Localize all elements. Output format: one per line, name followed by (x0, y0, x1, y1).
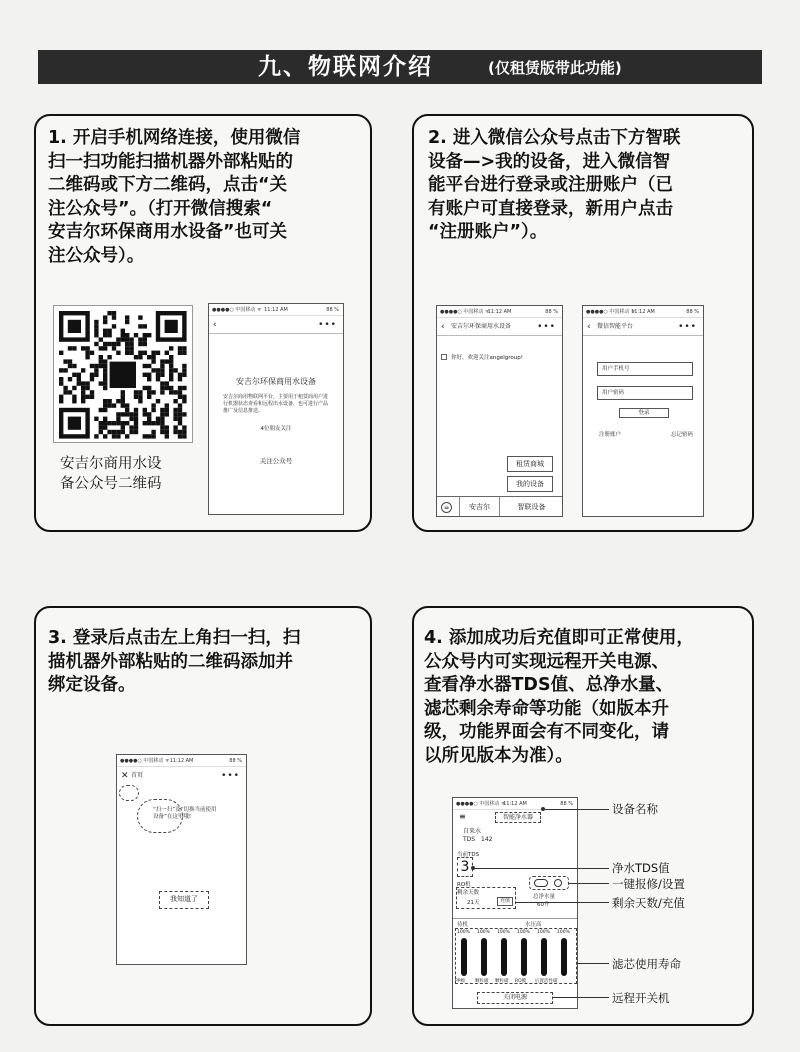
filter-name: 后置活性碳 (535, 979, 558, 984)
step-1-text: 1. 开启手机网络连接，使用微信 扫一扫功能扫描机器外部粘贴的 二维码或下方二维码，点击“关 注公众号”。（打开微信搜索“ 安吉尔环保商用水设备”也可关 注公众号）。 (48, 128, 301, 266)
status-bar (583, 306, 703, 318)
qr-code-graphic (54, 306, 192, 442)
filter-percent: 100% (557, 930, 570, 935)
recharge-button[interactable]: 充值 (497, 897, 513, 906)
follow-button[interactable]: 关注公众号 (259, 457, 293, 465)
section-subtitle: (仅租赁版带此功能) (488, 59, 622, 77)
nav-title: 首页 (131, 772, 144, 779)
back-icon[interactable]: ‹ (213, 320, 217, 330)
step-2-text: 2. 进入微信公众号点击下方智联 设备—>我的设备，进入微信智 能平台进行登录或注册账户（已 有账户可直接登录，新用户点击 “注册账户”）。 (428, 128, 681, 242)
back-icon[interactable]: ‹ (587, 322, 591, 332)
login-button[interactable]: 登录 (619, 408, 669, 418)
more-icon[interactable]: ••• (537, 322, 556, 332)
filter-bar (561, 938, 567, 976)
current-tds-label: 当前TDS (457, 852, 480, 858)
raw-tds-value: 142 (481, 836, 493, 843)
phone-device-dashboard (452, 797, 578, 1009)
phone-account-menu (436, 305, 563, 517)
carrier: ●●●●○ 中国移动 ᯤ (456, 801, 506, 807)
greeting-message: 你好，欢迎关注angelgroup! (451, 355, 523, 361)
register-link[interactable]: 注册账户 (599, 432, 622, 438)
callout-line (516, 902, 609, 903)
settings-icon[interactable] (554, 879, 562, 887)
callout-line (553, 997, 609, 998)
phone-number-input[interactable]: 用户手机号 (597, 362, 693, 376)
scan-icon-highlight[interactable] (119, 785, 139, 801)
carrier: ●●●●○ 中国移动 ᯤ (440, 309, 490, 315)
menu-icon[interactable]: ≡ (459, 812, 466, 821)
tab-brand[interactable]: 安吉尔 (459, 497, 499, 517)
carrier: ●●●●○ 中国移动 ᯤ (120, 758, 170, 764)
filter-percent: 100% (497, 930, 510, 935)
got-it-button[interactable]: 我知道了 (170, 895, 198, 903)
filter-frame (455, 928, 577, 984)
time: 11:12 AM (264, 307, 288, 313)
section-title: 九、物联网介绍 (258, 54, 433, 80)
nav-title: 微信智能平台 (597, 323, 634, 330)
callout-remaining: 剩余天数/充值 (612, 896, 685, 910)
filter-percent: 100% (517, 930, 530, 935)
filter-bar (501, 938, 507, 976)
filter-name: 颗粒碳 (475, 979, 489, 984)
account-desc: 安吉尔商用物联网平台，主要用于租赁商用户进行机器状态查看和远程出水设备，也可进行产品推广及信息推送。 (223, 394, 329, 414)
repair-icon[interactable] (534, 879, 548, 887)
filter-percent: 100% (537, 930, 550, 935)
battery: 88 % (326, 307, 339, 313)
filter-percent: 100% (477, 930, 490, 935)
status-standby: 待机 (457, 922, 469, 928)
time: 11:12 AM (503, 801, 527, 807)
tab-smart-device[interactable]: 智联设备 (499, 497, 563, 517)
filter-bar (521, 938, 527, 976)
keyboard-icon[interactable]: ⌨ (441, 502, 452, 513)
callout-device-name: 设备名称 (612, 802, 658, 816)
nav-bar (209, 316, 343, 334)
callout-line (543, 809, 609, 810)
time: 11:12 AM (487, 309, 512, 315)
filter-bar (461, 938, 467, 976)
phone-scan (116, 754, 247, 965)
back-icon[interactable]: ‹ (441, 322, 445, 332)
remaining-days-value: 21天 (467, 900, 480, 906)
nav-bar (437, 318, 562, 336)
friends-count: 4位朋友关注 (260, 426, 292, 432)
total-water-label: 总净水量 (533, 894, 556, 900)
time: 11:12 AM (631, 309, 655, 315)
callout-line (569, 883, 609, 884)
close-icon[interactable]: ✕ (121, 771, 129, 781)
carrier: ●●●●○ 中国移动 ᯤ (586, 309, 636, 315)
carrier: ●●●●○ 中国移动 ᯤ (212, 307, 262, 313)
divider (453, 918, 577, 919)
filter-name: PP棉 (455, 979, 465, 984)
filter-name: 颗粒碳 (495, 979, 509, 984)
filter-bar (541, 938, 547, 976)
raw-tds-label: TDS (463, 836, 476, 843)
raw-water-label: 自来水 (463, 828, 482, 835)
more-icon[interactable]: ••• (221, 771, 240, 781)
status-bar (437, 306, 562, 318)
filter-name: RO膜 (515, 979, 527, 984)
callout-repair: 一键报修/设置 (612, 877, 685, 891)
forgot-password-link[interactable]: 忘记密码 (670, 432, 693, 438)
ro-label: RO机 (457, 882, 471, 888)
time: 11:12 AM (169, 758, 194, 764)
nav-title: 安吉尔环保商用水设备 (451, 323, 512, 330)
step-4-text: 4. 添加成功后充值即可正常使用， 公众号内可实现远程开关电源、 查看净水器TDS值、总净水量、 滤芯剩余寿命等功能（如版本升 级，功能界面会有不同变化，请 以所见版本为准）。 (424, 628, 694, 766)
password-input[interactable]: 用户密码 (597, 386, 693, 400)
bottom-tabbar (437, 496, 562, 517)
device-name[interactable]: 智能净水器 (502, 814, 533, 821)
filter-bar (481, 938, 487, 976)
callout-filter-life: 滤芯使用寿命 (612, 957, 681, 971)
menu-my-device[interactable]: 我的设备 (507, 476, 553, 492)
callout-remote: 远程开关机 (612, 991, 670, 1005)
battery: 88 % (229, 758, 242, 764)
more-icon[interactable]: ••• (318, 320, 337, 330)
total-water-value: 60升 (537, 902, 550, 908)
avatar (441, 354, 447, 360)
tds-value: 3 (457, 857, 473, 877)
battery: 88 % (560, 801, 573, 807)
phone-login (582, 305, 704, 517)
phone-follow-account (208, 303, 344, 515)
more-icon[interactable]: ••• (678, 322, 697, 332)
callout-line (577, 963, 609, 964)
account-name: 安吉尔环保商用水设备 (236, 377, 316, 386)
battery: 88 % (686, 309, 699, 315)
status-bar (209, 304, 343, 316)
status-pressure: 水压高 (525, 922, 542, 928)
status-bar (117, 755, 246, 767)
qr-code[interactable] (53, 305, 193, 443)
nav-bar (583, 318, 703, 336)
callout-line (473, 868, 609, 869)
power-off-button[interactable]: 关闭电源 (502, 994, 527, 1001)
callout-tds: 净水TDS值 (612, 861, 670, 875)
remaining-days-label: 剩余天数 (457, 890, 480, 896)
scan-tip: “扫一扫”及“切换当前使用设备”在这里哦! (153, 807, 217, 820)
nav-bar (117, 767, 246, 785)
menu-rent-mall[interactable]: 租赁商城 (507, 456, 553, 472)
battery: 88 % (545, 309, 558, 315)
filter-percent: 100% (457, 930, 470, 935)
step-3-text: 3. 登录后点击左上角扫一扫，扫 描机器外部粘贴的二维码添加并 绑定设备。 (48, 628, 301, 695)
qr-caption: 安吉尔商用水设 备公众号二维码 (60, 456, 162, 492)
